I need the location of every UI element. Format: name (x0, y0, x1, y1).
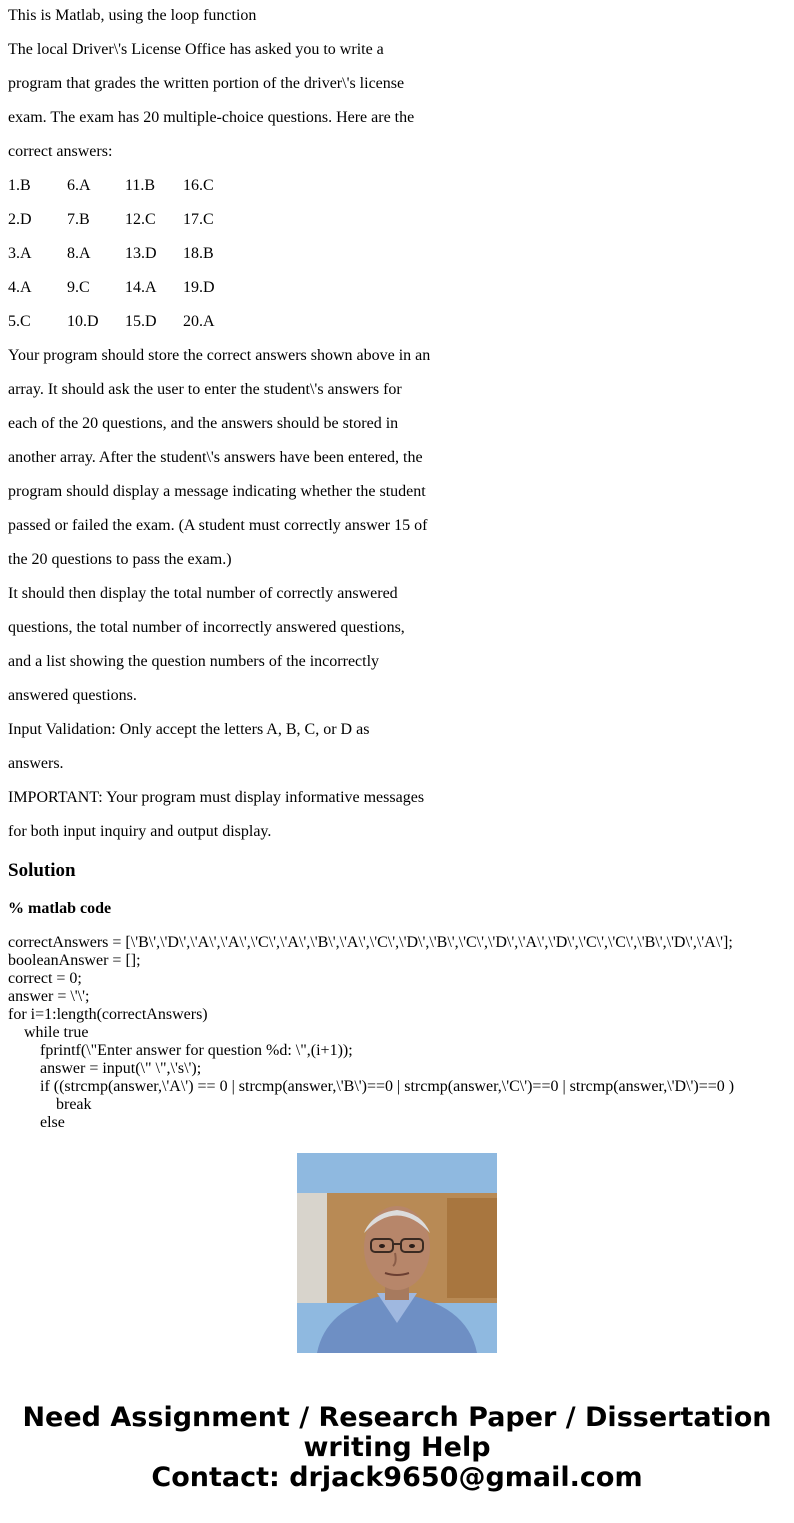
solution-heading: Solution (8, 860, 76, 881)
document-body (8, 0, 788, 850)
intro-line: This is Matlab, using the loop function (8, 7, 257, 24)
instruction-line: array. It should ask the user to enter the student\'s answers for (8, 381, 402, 398)
instruction-line: answered questions. (8, 687, 137, 704)
instruction-line: questions, the total number of incorrectly answered questions, (8, 619, 405, 636)
answer-key-cell: 13.D (125, 245, 157, 262)
answer-key-cell: 15.D (125, 313, 157, 330)
code-line: answer = \'\'; (8, 988, 90, 1005)
code-line: while true (8, 1024, 89, 1041)
answer-key-cell: 16.C (183, 177, 214, 194)
answer-key-cell: 4.A (8, 279, 32, 296)
answer-key-cell: 1.B (8, 177, 31, 194)
question-line: exam. The exam has 20 multiple-choice questions. Here are the (8, 109, 415, 126)
answer-key-cell: 10.D (67, 313, 99, 330)
instructions-text (8, 340, 788, 850)
code-line: break (8, 1096, 92, 1113)
code-line: fprintf(\"Enter answer for question %d: \",(i+1)); (8, 1042, 353, 1059)
answer-key-cell: 18.B (183, 245, 214, 262)
question-text (8, 34, 788, 170)
answer-key-cell: 14.A (125, 279, 157, 296)
instruction-line: for both input inquiry and output display. (8, 823, 272, 840)
answer-key-row (8, 306, 788, 340)
contact-footer (0, 1403, 794, 1493)
answer-key-row (8, 204, 788, 238)
answer-key-row (8, 170, 788, 204)
answer-key-table (8, 170, 788, 340)
portrait-image (297, 1153, 497, 1353)
answer-key-cell: 20.A (183, 313, 215, 330)
answer-key-cell: 19.D (183, 279, 215, 296)
code-line: correctAnswers = [\'B\',\'D\',\'A\',\'A\',\'C\',\'A\',\'B\',\'A\',\'C\',\'D\',\'B\',\'C\',\'D\',\'A\',\'D\',\'C\',\'C\',\'B\',\'D\',\'A\']; (8, 934, 733, 951)
instruction-line: Input Validation: Only accept the letters A, B, C, or D as (8, 721, 370, 738)
code-line: answer = input(\" \",\'s\'); (8, 1060, 202, 1077)
question-line: program that grades the written portion of the driver\'s license (8, 75, 405, 92)
answer-key-cell: 3.A (8, 245, 32, 262)
answer-key-cell: 7.B (67, 211, 90, 228)
answer-key-row (8, 238, 788, 272)
answer-key-cell: 5.C (8, 313, 31, 330)
footer-line: Contact: drjack9650@gmail.com (151, 1462, 643, 1493)
instruction-line: and a list showing the question numbers of the incorrectly (8, 653, 380, 670)
footer-line: writing Help (303, 1432, 491, 1463)
instruction-line: It should then display the total number of correctly answered (8, 585, 398, 602)
code-heading: % matlab code (8, 900, 112, 917)
code-line: if ((strcmp(answer,\'A\') == 0 | strcmp(answer,\'B\')==0 | strcmp(answer,\'C\')==0 | strcmp(answer,\'D\')==0 ) (8, 1078, 735, 1095)
question-line: correct answers: (8, 143, 113, 160)
question-line: The local Driver\'s License Office has asked you to write a (8, 41, 384, 58)
instruction-line: the 20 questions to pass the exam.) (8, 551, 232, 568)
instruction-line: passed or failed the exam. (A student must correctly answer 15 of (8, 517, 428, 534)
matlab-code-block (8, 934, 788, 1131)
answer-key-cell: 9.C (67, 279, 90, 296)
answer-key-cell: 12.C (125, 211, 156, 228)
instruction-line: Your program should store the correct answers shown above in an (8, 347, 431, 364)
answer-key-cell: 17.C (183, 211, 214, 228)
answer-key-cell: 11.B (125, 177, 156, 194)
author-avatar (297, 1153, 497, 1353)
code-line: else (8, 1114, 65, 1131)
answer-key-row (8, 272, 788, 306)
answer-key-cell: 6.A (67, 177, 91, 194)
instruction-line: each of the 20 questions, and the answers should be stored in (8, 415, 399, 432)
code-line: correct = 0; (8, 970, 82, 987)
instruction-line: answers. (8, 755, 64, 772)
answer-key-cell: 2.D (8, 211, 32, 228)
code-line: booleanAnswer = []; (8, 952, 141, 969)
answer-key-cell: 8.A (67, 245, 91, 262)
footer-line: Need Assignment / Research Paper / Dissertation (22, 1402, 772, 1433)
code-line: for i=1:length(correctAnswers) (8, 1006, 208, 1023)
instruction-line: program should display a message indicating whether the student (8, 483, 426, 500)
instruction-line: IMPORTANT: Your program must display informative messages (8, 789, 425, 806)
instruction-line: another array. After the student\'s answers have been entered, the (8, 449, 423, 466)
